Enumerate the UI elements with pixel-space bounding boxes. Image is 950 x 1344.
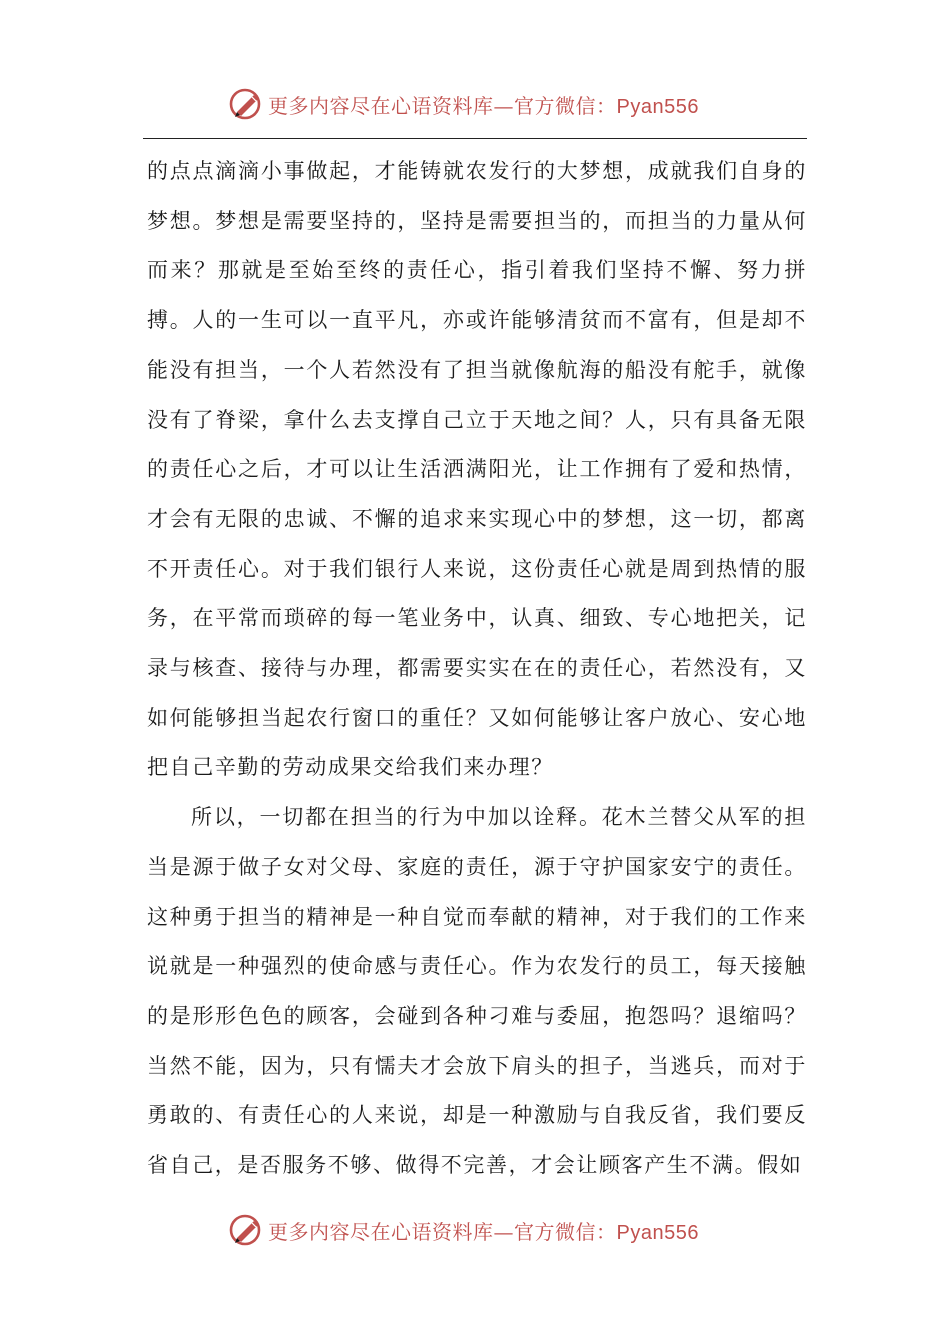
footer-wechat-id: Pyan556 [616, 1221, 699, 1244]
document-body [147, 147, 807, 1191]
pen-logo-icon [228, 86, 264, 122]
footer-banner [228, 1210, 699, 1250]
footer-text: 更多内容尽在心语资料库—官方微信：Pyan556 [268, 1219, 699, 1244]
body-paragraph-1: 的点点滴滴小事做起，才能铸就农发行的大梦想，成就我们自身的梦想。梦想是需要坚持的，坚持是需要担当的，而担当的力量从何而来？那就是至始至终的责任心，指引着我们坚持不懈、努力拼搏。人的一生可以一直平凡，亦或许能够清贫而不富有，但是却不能没有担当，一个人若然没有了担当就像航海的船没有舵手，就像没有了脊梁，拿什么去支撑自己立于天地之间？人，只有具备无限的责任心之后，才可以让生活洒满阳光，让工作拥有了爱和热情，才会有无限的忠诚、不懈的追求来实现心中的梦想，这一切，都离不开责任心。对于我们银行人来说，这份责任心就是周到热情的服务，在平常而琐碎的每一笔业务中，认真、细致、专心地把关，记录与核查、接待与办理，都需要实实在在的责任心，若然没有，又如何能够担当起农行窗口的重任？又如何能够让客户放心、安心地把自己辛勤的劳动成果交给我们来办理？ [147, 159, 807, 780]
header-banner [228, 84, 699, 124]
pen-logo-icon [228, 1212, 264, 1248]
header-divider [143, 138, 807, 139]
body-paragraph-2: 所以，一切都在担当的行为中加以诠释。花木兰替父从军的担当是源于做子女对父母、家庭的责任，源于守护国家安宁的责任。这种勇于担当的精神是一种自觉而奉献的精神，对于我们的工作来说就是一种强烈的使命感与责任心。作为农发行的员工，每天接触的是形形色色的顾客，会碰到各种刁难与委屈，抱怨吗？退缩吗？当然不能，因为，只有懦夫才会放下肩头的担子，当逃兵，而对于勇敢的、有责任心的人来说，却是一种激励与自我反省，我们要反省自己，是否服务不够、做得不完善，才会让顾客产生不满。假如 [147, 805, 807, 1178]
header-wechat-id: Pyan556 [616, 95, 699, 118]
header-text: 更多内容尽在心语资料库—官方微信：Pyan556 [268, 93, 699, 118]
